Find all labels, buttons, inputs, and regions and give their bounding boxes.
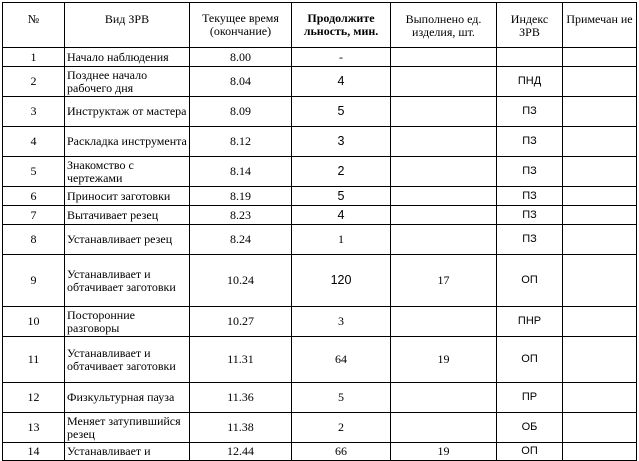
row-duration: - [292,48,391,67]
row-note [563,413,637,443]
row-done [391,157,497,187]
row-note [563,206,637,225]
row-activity: Устанавливает резец [65,225,190,255]
row-time: 11.38 [190,413,292,443]
row-done [391,206,497,225]
row-note [563,443,637,461]
row-duration: 64 [292,337,391,383]
row-duration: 5 [292,383,391,413]
row-activity: Позднее начало рабочего дня [65,67,190,97]
row-done: 19 [391,443,497,461]
row-activity: Устанавливает и обтачивает заготовки [65,255,190,307]
row-note [563,255,637,307]
header-type: Вид ЗРВ [65,3,190,48]
row-number: 4 [3,127,65,157]
row-done [391,383,497,413]
row-time: 8.00 [190,48,292,67]
row-duration: 4 [292,67,391,97]
row-number: 11 [3,337,65,383]
row-index: ПЗ [497,127,563,157]
header-row [3,3,637,48]
row-activity: Приносит заготовки [65,187,190,206]
row-duration: 2 [292,157,391,187]
row-activity: Устанавливает и обтачивает заготовки [65,337,190,383]
row-done [391,307,497,337]
row-activity: Знакомство с чертежами [65,157,190,187]
table-row [3,187,637,206]
table-row [3,383,637,413]
row-note [563,307,637,337]
row-number: 3 [3,97,65,127]
row-activity: Инструктаж от мастера [65,97,190,127]
row-done [391,413,497,443]
row-note [563,157,637,187]
row-done [391,225,497,255]
row-index: ПЗ [497,187,563,206]
row-index: ПР [497,383,563,413]
row-time: 8.14 [190,157,292,187]
row-note [563,67,637,97]
row-number: 1 [3,48,65,67]
table-row [3,337,637,383]
row-index: ПЗ [497,97,563,127]
row-duration: 1 [292,225,391,255]
row-number: 10 [3,307,65,337]
row-duration: 4 [292,206,391,225]
row-activity: Меняет затупившийся резец [65,413,190,443]
row-done [391,67,497,97]
row-time: 8.24 [190,225,292,255]
row-index: ПЗ [497,225,563,255]
table-row [3,225,637,255]
row-time: 12.44 [190,443,292,461]
row-number: 7 [3,206,65,225]
zrv-table [2,2,637,461]
row-activity: Физкультурная пауза [65,383,190,413]
table-row [3,255,637,307]
table-row [3,127,637,157]
row-index: ОП [497,443,563,461]
row-done [391,127,497,157]
row-note [563,48,637,67]
table-row [3,443,637,461]
row-duration: 3 [292,127,391,157]
table-row [3,67,637,97]
row-done: 17 [391,255,497,307]
row-index: ОБ [497,413,563,443]
row-note [563,337,637,383]
row-index: ПЗ [497,157,563,187]
row-number: 13 [3,413,65,443]
row-index: ОП [497,337,563,383]
row-index: ПНД [497,67,563,97]
row-duration: 5 [292,187,391,206]
row-activity: Посторонние разговоры [65,307,190,337]
row-time: 10.27 [190,307,292,337]
table-row [3,48,637,67]
row-number: 14 [3,443,65,461]
row-done [391,48,497,67]
row-number: 5 [3,157,65,187]
header-done: Выполнено ед. изделия, шт. [391,3,497,48]
row-note [563,225,637,255]
row-note [563,127,637,157]
row-note [563,97,637,127]
row-time: 11.31 [190,337,292,383]
row-number: 2 [3,67,65,97]
row-number: 6 [3,187,65,206]
header-note: Примечан ие [563,3,637,48]
table-row [3,157,637,187]
row-duration: 5 [292,97,391,127]
row-duration: 3 [292,307,391,337]
row-number: 8 [3,225,65,255]
row-index [497,48,563,67]
row-time: 10.24 [190,255,292,307]
row-done: 19 [391,337,497,383]
row-activity: Раскладка инструмента [65,127,190,157]
table-row [3,97,637,127]
row-activity: Начало наблюдения [65,48,190,67]
row-activity: Устанавливает и [65,443,190,461]
row-index: ПЗ [497,206,563,225]
header-duration: Продолжите льность, мин. [292,3,391,48]
row-note [563,383,637,413]
row-activity: Вытачивает резец [65,206,190,225]
row-number: 12 [3,383,65,413]
table-body [3,48,637,461]
table-row [3,413,637,443]
row-number: 9 [3,255,65,307]
row-done [391,187,497,206]
header-time: Текущее время (окончание) [190,3,292,48]
row-note [563,187,637,206]
row-time: 8.19 [190,187,292,206]
table-row [3,307,637,337]
row-time: 8.12 [190,127,292,157]
row-duration: 2 [292,413,391,443]
row-time: 8.09 [190,97,292,127]
header-num: № [3,3,65,48]
table-row [3,206,637,225]
row-index: ПНР [497,307,563,337]
row-duration: 120 [292,255,391,307]
row-index: ОП [497,255,563,307]
row-time: 8.23 [190,206,292,225]
row-done [391,97,497,127]
row-time: 11.36 [190,383,292,413]
row-time: 8.04 [190,67,292,97]
header-index: Индекс ЗРВ [497,3,563,48]
row-duration: 66 [292,443,391,461]
